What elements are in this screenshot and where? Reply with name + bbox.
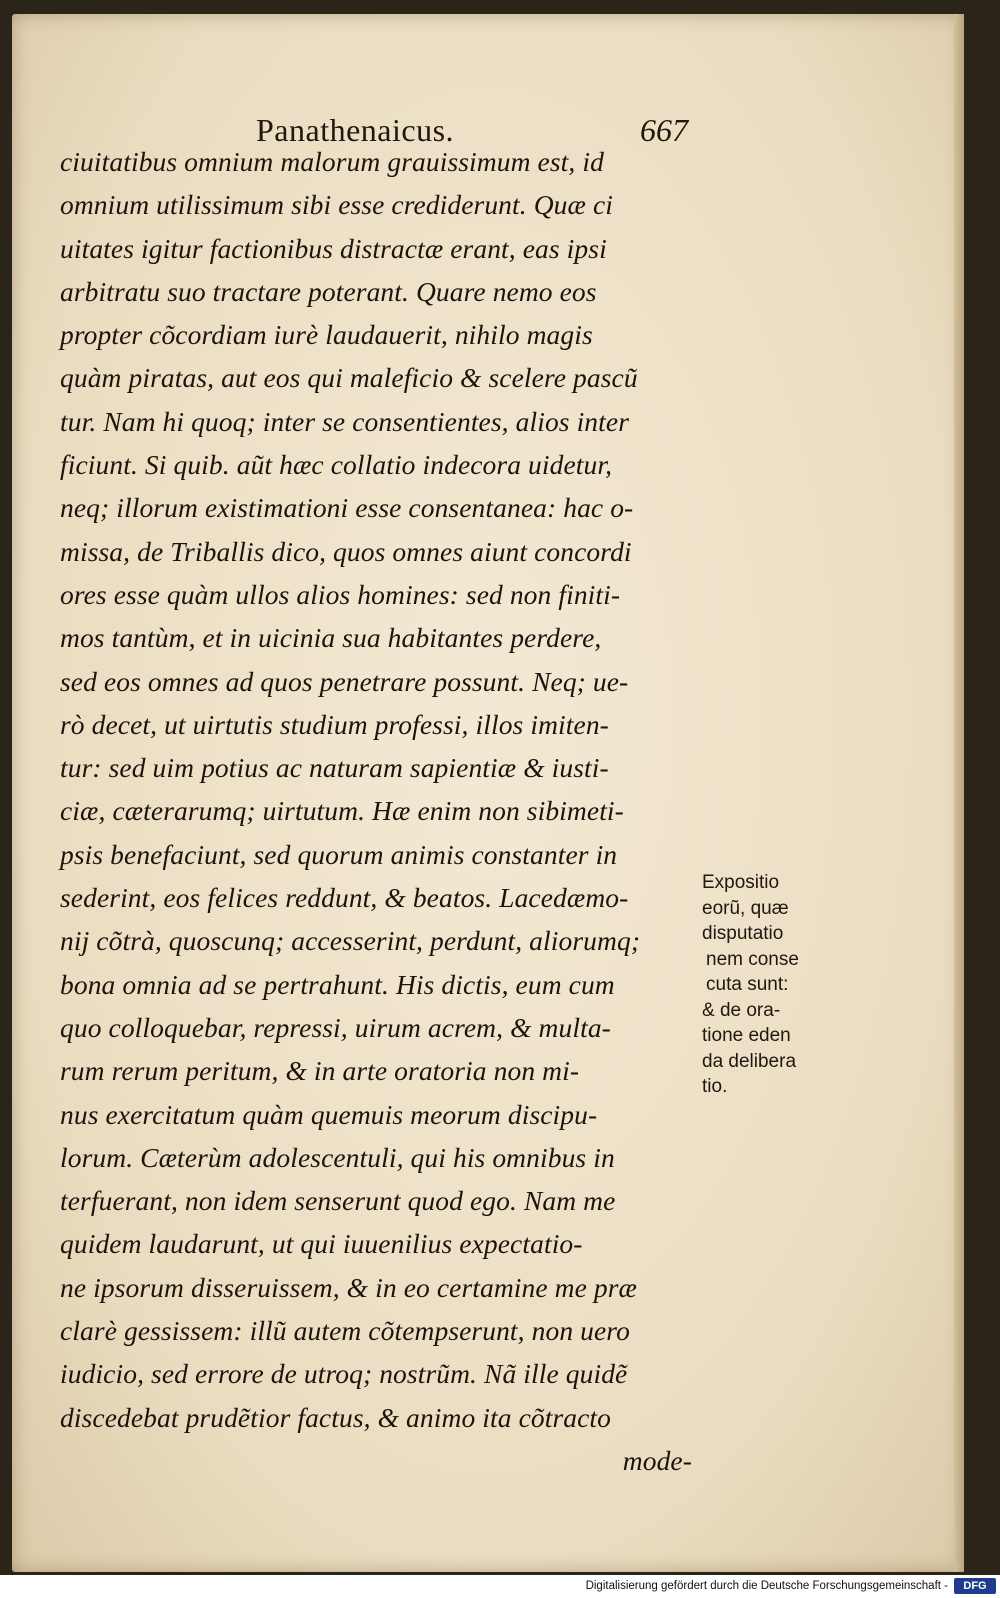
running-head-title: Panathenaicus. xyxy=(256,112,455,148)
text-line: nus exercitatum quàm quemuis meorum discipu- xyxy=(60,1098,598,1130)
text-line: quàm piratas, aut eos qui maleficio & scelere pascũ xyxy=(60,362,638,394)
text-line: ciuitatibus omnium malorum grauissimum est, id xyxy=(60,146,604,177)
catchword: mode- xyxy=(622,1444,692,1476)
text-line: ne ipsorum disseruissem, & in eo certamine me præ xyxy=(60,1271,638,1303)
text-line: tur: sed uim potius ac naturam sapientiæ & iusti- xyxy=(60,752,609,784)
text-line: rò decet, ut uirtutis studium professi, illos imiten- xyxy=(60,708,609,740)
marginal-note-line: disputatio xyxy=(702,923,784,944)
text-line: sederint, eos felices reddunt, & beatos. Lacedæmo- xyxy=(60,882,629,914)
page-edge xyxy=(954,14,964,1572)
text-line: nij cõtrà, quoscunq; accesserint, perdunt, aliorumq; xyxy=(60,925,641,957)
text-line: terfuerant, non idem senserunt quod ego. Nam me xyxy=(60,1185,616,1217)
marginal-note-line: eorũ, quæ xyxy=(702,897,789,919)
text-line: bona omnia ad se pertrahunt. His dictis, eum cum xyxy=(60,968,615,1000)
text-line: psis benefaciunt, sed quorum animis constanter in xyxy=(60,838,618,870)
text-line: sed eos omnes ad quos penetrare possunt. Neq; ue- xyxy=(60,665,629,697)
text-line: discedebat prudẽtior factus, & animo ita cõtracto xyxy=(60,1401,612,1433)
text-line: ores esse quàm ullos alios homines: sed non finiti- xyxy=(60,578,621,610)
dfg-logo-icon: DFG xyxy=(954,1578,996,1594)
text-line: omnium utilissimum sibi esse crediderunt. Quæ ci xyxy=(60,189,613,221)
marginal-note-line: da delibera xyxy=(702,1050,797,1072)
marginal-note-line: cuta sunt: xyxy=(706,974,789,995)
text-line: quo colloquebar, repressi, uirum acrem, & multa- xyxy=(60,1011,611,1043)
marginal-note-line: Expositio xyxy=(702,872,780,893)
text-line: uitates igitur factionibus distractæ erant, eas ipsi xyxy=(60,232,607,264)
marginal-note-line: & de ora- xyxy=(702,999,781,1021)
text-line: iudicio, sed errore de utroq; nostrũm. Nã ille quidẽ xyxy=(60,1358,628,1390)
marginal-note-line: tione eden xyxy=(702,1025,791,1046)
text-line: clarè gessissem: illũ autem cõtempserunt, non uero xyxy=(60,1315,630,1347)
body-text xyxy=(60,140,692,1482)
page-number: 667 xyxy=(640,112,688,148)
text-line: arbitratu suo tractare poterant. Quare nemo eos xyxy=(60,275,597,307)
text-line: ficiunt. Si quib. aũt hæc collatio indecora uidetur, xyxy=(60,449,613,481)
marginal-note-line: nem conse xyxy=(706,948,799,970)
funding-credit: Digitalisierung gefördert durch die Deutsche Forschungsgemeinschaft - xyxy=(585,1580,948,1592)
text-line: missa, de Triballis dico, quos omnes aiunt concordi xyxy=(60,535,632,567)
text-line: mos tantùm, et in uicinia sua habitantes perdere, xyxy=(60,622,602,654)
text-line: ciæ, cæterarumq; uirtutum. Hæ enim non sibimeti- xyxy=(60,795,624,827)
text-line: tur. Nam hi quoq; inter se consentientes, alios inter xyxy=(60,405,630,437)
text-line: neq; illorum existimationi esse consentanea: hac o- xyxy=(60,492,634,524)
book-page xyxy=(12,14,964,1572)
marginal-note-line: tio. xyxy=(702,1076,728,1097)
marginal-note xyxy=(702,870,832,1100)
text-line: quidem laudarunt, ut qui iuuenilius expectatio- xyxy=(60,1228,583,1260)
text-line: lorum. Cæterùm adolescentuli, qui his omnibus in xyxy=(60,1141,615,1173)
text-line: propter cõcordiam iurè laudauerit, nihilo magis xyxy=(60,319,593,351)
text-line: rum rerum peritum, & in arte oratoria non mi- xyxy=(60,1055,580,1087)
footer-bar xyxy=(0,1575,1000,1598)
